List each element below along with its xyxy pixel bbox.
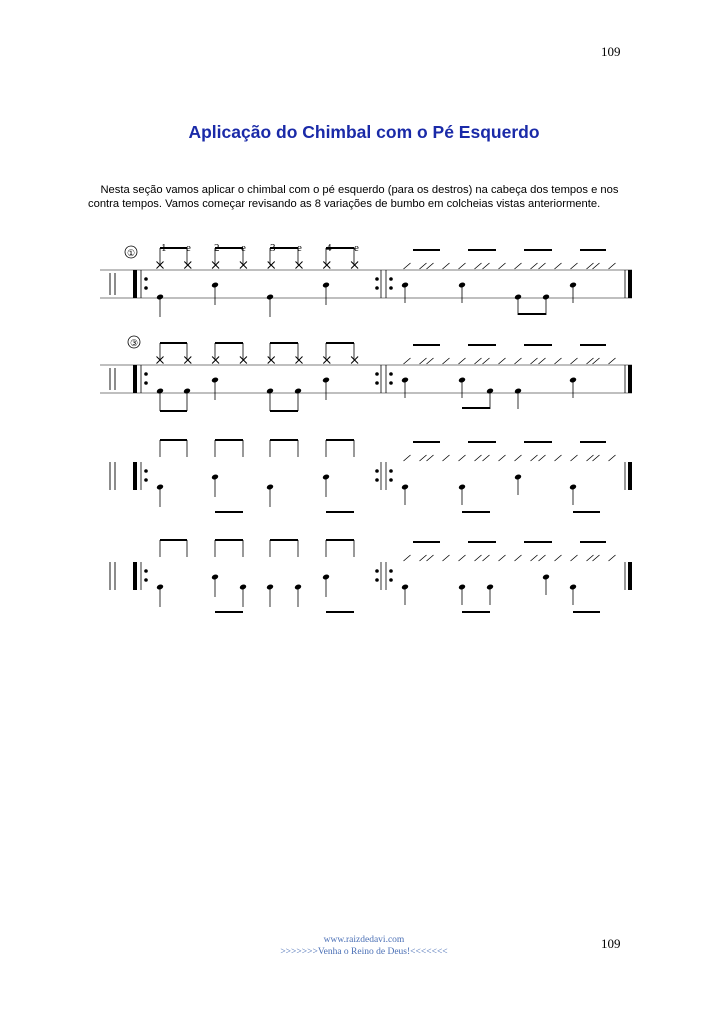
- slash-note: [555, 455, 562, 461]
- slash-note: [515, 263, 522, 269]
- marker-3-label: ③: [129, 338, 139, 348]
- repeat-bar: [133, 270, 137, 298]
- slash-note: [483, 358, 490, 364]
- count-e-1: e: [186, 242, 191, 254]
- repeat-dot: [375, 286, 379, 290]
- slash-note: [420, 263, 427, 269]
- slash-note: [420, 555, 427, 561]
- slash-note: [571, 358, 578, 364]
- slash-note: [499, 455, 506, 461]
- repeat-dot: [389, 578, 393, 582]
- slash-note: [459, 358, 466, 364]
- slash-note: [609, 263, 616, 269]
- slash-note: [587, 555, 594, 561]
- slash-note: [587, 263, 594, 269]
- repeat-dot: [375, 277, 379, 281]
- slash-note: [593, 358, 600, 364]
- count-3: 3: [270, 242, 276, 254]
- repeat-bar: [133, 462, 137, 490]
- slash-note: [587, 455, 594, 461]
- slash-note: [499, 263, 506, 269]
- slash-note: [443, 455, 450, 461]
- slash-note: [427, 455, 434, 461]
- exercise-marker-3: [128, 336, 140, 348]
- repeat-bar: [133, 562, 137, 590]
- repeat-dot: [144, 381, 148, 385]
- slash-note: [531, 555, 538, 561]
- slash-note: [404, 358, 411, 364]
- end-bar-thick: [628, 270, 632, 298]
- slash-note: [475, 358, 482, 364]
- repeat-dot: [144, 569, 148, 573]
- page-number-top: 109: [601, 44, 621, 59]
- slash-note: [609, 455, 616, 461]
- slash-note: [571, 263, 578, 269]
- slash-note: [420, 358, 427, 364]
- slash-note: [420, 455, 427, 461]
- count-e-4: e: [354, 242, 359, 254]
- repeat-dot: [375, 569, 379, 573]
- staff-systems: [100, 248, 632, 612]
- slash-note: [443, 555, 450, 561]
- slash-note: [404, 555, 411, 561]
- slash-note: [555, 358, 562, 364]
- slash-note: [515, 455, 522, 461]
- slash-note: [515, 555, 522, 561]
- repeat-dot: [389, 372, 393, 376]
- footer-motto: >>>>>>>Venha o Reino de Deus!<<<<<<<: [280, 947, 448, 957]
- end-bar-thick: [628, 365, 632, 393]
- slash-note: [571, 455, 578, 461]
- repeat-dot: [375, 478, 379, 482]
- repeat-dot: [144, 277, 148, 281]
- footer-website-link[interactable]: www.raizdedavi.com: [323, 935, 405, 945]
- slash-note: [593, 455, 600, 461]
- slash-note: [427, 358, 434, 364]
- repeat-dot: [389, 478, 393, 482]
- slash-note: [427, 263, 434, 269]
- repeat-dot: [144, 286, 148, 290]
- slash-note: [515, 358, 522, 364]
- repeat-dot: [375, 469, 379, 473]
- end-bar-thick: [628, 562, 632, 590]
- slash-note: [555, 555, 562, 561]
- count-1: 1: [161, 242, 167, 254]
- repeat-dot: [375, 381, 379, 385]
- slash-note: [404, 455, 411, 461]
- end-bar-thick: [628, 462, 632, 490]
- repeat-dot: [375, 372, 379, 376]
- repeat-dot: [144, 372, 148, 376]
- slash-note: [539, 455, 546, 461]
- count-e-3: e: [297, 242, 302, 254]
- repeat-dot: [389, 381, 393, 385]
- slash-note: [459, 455, 466, 461]
- repeat-dot: [389, 277, 393, 281]
- slash-note: [475, 555, 482, 561]
- slash-note: [483, 455, 490, 461]
- slash-note: [443, 263, 450, 269]
- repeat-dot: [389, 569, 393, 573]
- slash-note: [404, 263, 411, 269]
- exercise-marker-1: [125, 246, 137, 258]
- slash-note: [483, 555, 490, 561]
- slash-note: [571, 555, 578, 561]
- slash-note: [427, 555, 434, 561]
- slash-note: [475, 455, 482, 461]
- repeat-dot: [389, 286, 393, 290]
- repeat-bar: [133, 365, 137, 393]
- slash-note: [459, 263, 466, 269]
- repeat-dot: [144, 578, 148, 582]
- slash-note: [531, 455, 538, 461]
- slash-note: [475, 263, 482, 269]
- intro-text: Nesta seção vamos aplicar o chimbal com o pé esquerdo (para os destros) na cabeça dos tempos e nos contra tempos. Vamos começar revisando as 8 variações de bumbo em colcheias vistas anteriormente.: [88, 184, 619, 210]
- slash-note: [531, 263, 538, 269]
- slash-note: [499, 555, 506, 561]
- count-2: 2: [214, 242, 220, 254]
- slash-note: [593, 263, 600, 269]
- slash-note: [609, 555, 616, 561]
- count-4: 4: [326, 242, 332, 254]
- slash-note: [531, 358, 538, 364]
- slash-note: [443, 358, 450, 364]
- repeat-dot: [144, 469, 148, 473]
- page-title: Aplicação do Chimbal com o Pé Esquerdo: [188, 122, 540, 142]
- slash-note: [555, 263, 562, 269]
- slash-note: [609, 358, 616, 364]
- slash-note: [539, 555, 546, 561]
- marker-1-label: ①: [126, 248, 136, 258]
- slash-note: [539, 263, 546, 269]
- repeat-dot: [389, 469, 393, 473]
- repeat-dot: [375, 578, 379, 582]
- slash-note: [587, 358, 594, 364]
- slash-note: [593, 555, 600, 561]
- slash-note: [539, 358, 546, 364]
- count-e-2: e: [241, 242, 246, 254]
- page-number-bottom: 109: [601, 936, 621, 951]
- slash-note: [483, 263, 490, 269]
- repeat-dot: [144, 478, 148, 482]
- slash-note: [499, 358, 506, 364]
- slash-note: [459, 555, 466, 561]
- count-labels: [161, 242, 359, 254]
